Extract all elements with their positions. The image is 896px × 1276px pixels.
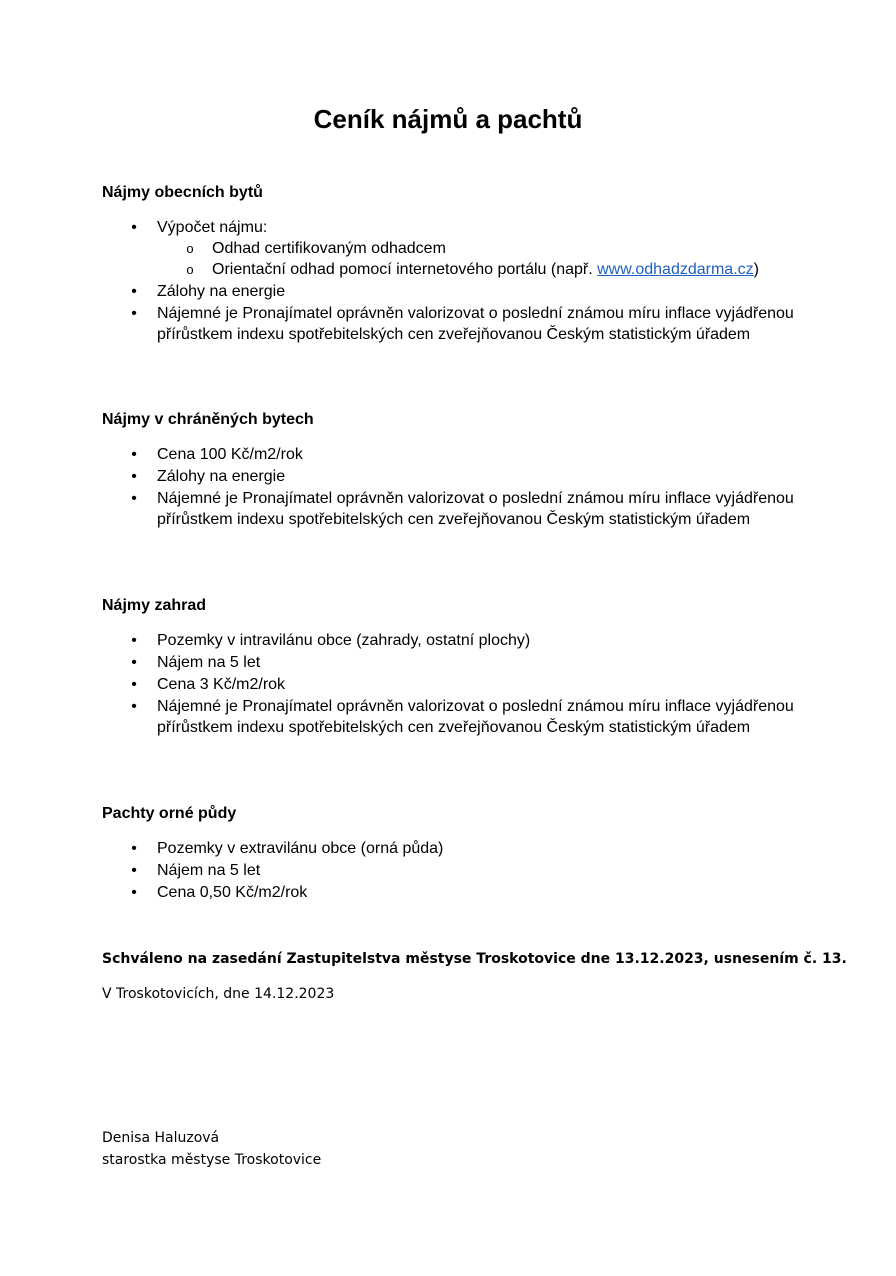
list-item	[102, 860, 802, 881]
list-item	[102, 882, 802, 903]
bullet-icon: •	[131, 840, 137, 857]
sub-list-item	[157, 259, 802, 280]
list-item-text: Pozemky v intravilánu obce (zahrady, ostatní plochy)	[157, 632, 531, 649]
signature-block	[102, 1127, 321, 1171]
bullet-icon: •	[131, 283, 137, 300]
list-item-text: Nájemné je Pronajímatel oprávněn valorizovat o poslední známou míru inflace vyjádřenou přírůstkem indexu spotřebitelských cen zveřejňovanou Českým statistickým úřadem	[157, 490, 794, 528]
bullet-icon: •	[131, 862, 137, 879]
sub-list-item-text-suffix: )	[753, 261, 759, 278]
page-title: Ceník nájmů a pachtů	[313, 104, 583, 134]
section-list-obecni-byty	[102, 217, 802, 346]
list-item	[102, 217, 802, 280]
bullet-icon: •	[131, 219, 137, 236]
bullet-icon: •	[131, 305, 137, 322]
list-item	[102, 303, 802, 345]
bullet-icon: •	[131, 654, 137, 671]
bullet-icon: •	[131, 490, 137, 507]
list-item	[102, 674, 802, 695]
list-item	[102, 652, 802, 673]
list-item-text: Cena 3 Kč/m2/rok	[157, 676, 286, 693]
bullet-icon: •	[131, 884, 137, 901]
list-item	[102, 696, 802, 738]
section-list-zahrady	[102, 630, 802, 739]
bullet-icon: •	[131, 446, 137, 463]
circle-bullet-icon: o	[186, 262, 194, 277]
list-item-text: Cena 100 Kč/m2/rok	[157, 446, 303, 463]
list-item-text: Nájemné je Pronajímatel oprávněn valorizovat o poslední známou míru inflace vyjádřenou přírůstkem indexu spotřebitelských cen zveřejňovanou Českým statistickým úřadem	[157, 698, 794, 736]
list-item	[102, 838, 802, 859]
list-item-text: Nájem na 5 let	[157, 654, 261, 671]
bullet-icon: •	[131, 468, 137, 485]
bullet-icon: •	[131, 632, 137, 649]
list-item-text: Zálohy na energie	[157, 468, 286, 485]
list-item	[102, 444, 802, 465]
sub-list	[157, 238, 802, 280]
bullet-icon: •	[131, 676, 137, 693]
approval-note: Schváleno na zasedání Zastupitelstva městyse Troskotovice dne 13.12.2023, usnesením č. 13.	[102, 951, 847, 967]
list-item-text: Pozemky v extravilánu obce (orná půda)	[157, 840, 444, 857]
list-item-text: Zálohy na energie	[157, 283, 286, 300]
section-heading-zahrady: Nájmy zahrad	[102, 597, 207, 614]
section-list-chranene-byty	[102, 444, 802, 531]
place-date: V Troskotovicích, dne 14.12.2023	[102, 986, 335, 1002]
sub-list-item-text-prefix: Orientační odhad pomocí internetového portálu (např.	[212, 261, 598, 278]
signature-name: Denisa Haluzová	[102, 1130, 220, 1146]
section-heading-chranene-byty: Nájmy v chráněných bytech	[102, 411, 314, 428]
section-heading-obecni-byty: Nájmy obecních bytů	[102, 184, 263, 201]
bullet-icon: •	[131, 698, 137, 715]
list-item	[102, 630, 802, 651]
sub-list-item-text: Odhad certifikovaným odhadcem	[212, 240, 446, 257]
list-item	[102, 466, 802, 487]
list-item-text: Cena 0,50 Kč/m2/rok	[157, 884, 308, 901]
list-item-text: Výpočet nájmu:	[157, 219, 268, 236]
odhad-portal-link[interactable]: www.odhadzdarma.cz	[597, 261, 754, 278]
sub-list-item	[157, 238, 802, 259]
section-list-pachty	[102, 838, 802, 904]
section-heading-pachty: Pachty orné půdy	[102, 805, 237, 822]
list-item	[102, 281, 802, 302]
list-item	[102, 488, 802, 530]
list-item-text: Nájem na 5 let	[157, 862, 261, 879]
circle-bullet-icon: o	[186, 241, 194, 256]
signature-role: starostka městyse Troskotovice	[102, 1152, 322, 1168]
list-item-text: Nájemné je Pronajímatel oprávněn valorizovat o poslední známou míru inflace vyjádřenou přírůstkem indexu spotřebitelských cen zveřejňovanou Českým statistickým úřadem	[157, 305, 794, 343]
